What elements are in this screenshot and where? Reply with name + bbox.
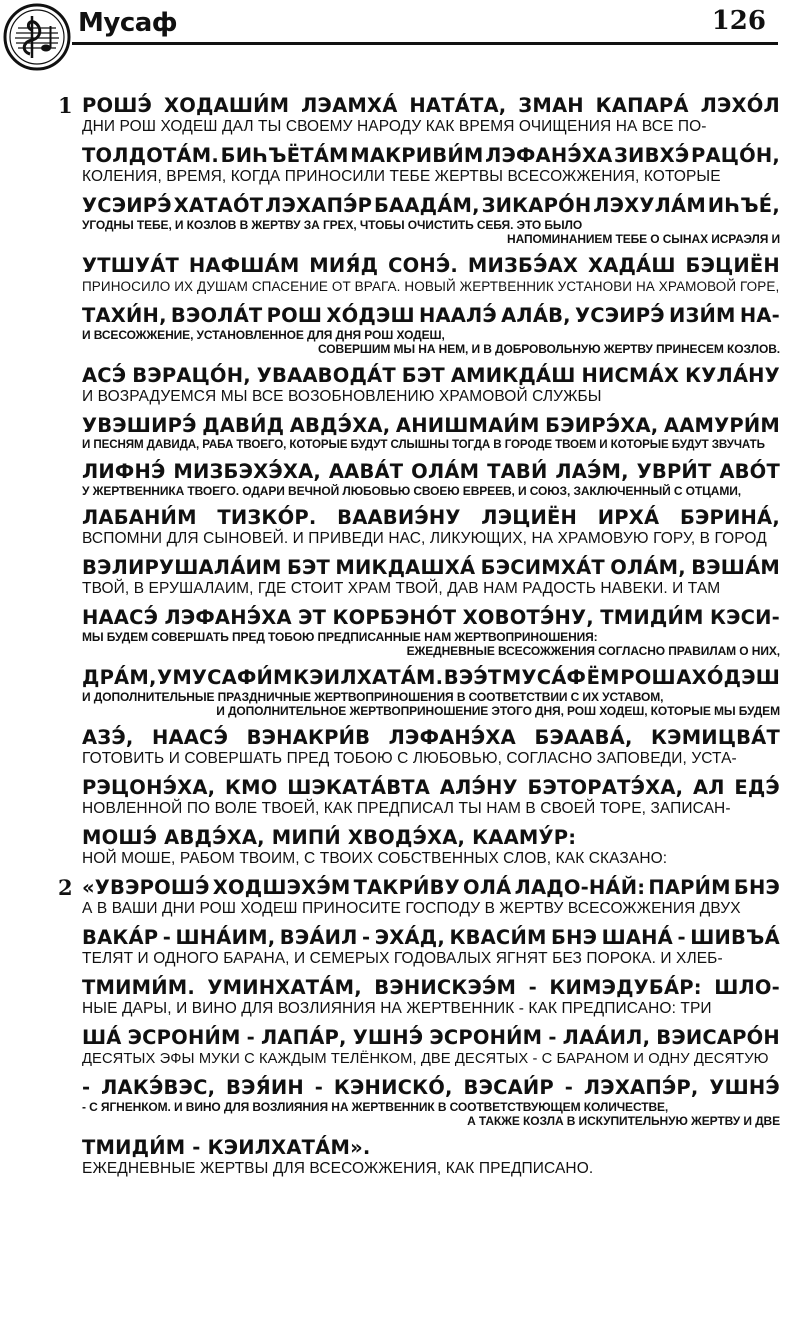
transliteration-word: ТАВИ́ [487,460,548,483]
transliteration-line [58,144,780,168]
transliteration-word: МИЯ́Д [309,254,379,277]
transliteration-word: КМО [224,776,278,799]
transliteration-word: ЭСРОНИ́М [429,1026,543,1049]
transliteration-word: ХО́ДЭШ [326,304,415,327]
verse-block [58,1026,780,1068]
transliteration-word: ИРХА́ [597,506,660,529]
transliteration-word: НААЛЭ́ [418,304,497,327]
translation-line: ТВОЙ, В ЕРУШАЛАИМ, ГДЕ СТОИТ ХРАМ ТВОЙ, ДАВ НАМ РАДОСТЬ НАВЕКИ. И ТАМ [82,580,721,597]
verse-block [58,144,780,186]
transliteration-word: ДРА́М, [82,666,157,689]
transliteration-word: РОШ [620,666,676,689]
transliteration-line [58,876,780,900]
translation-line: ВСПОМНИ ДЛЯ СЫНОВЕЙ. И ПРИВЕДИ НАС, ЛИКУЮЩИХ, НА ХРАМОВУЮ ГОРУ, В ГОРОД [82,530,767,547]
transliteration-line [58,1076,780,1100]
transliteration-word: ХАТАО́Т [173,194,264,217]
translation-line: А В ВАШИ ДНИ РОШ ХОДЕШ ПРИНОСИТЕ ГОСПОДУ В ЖЕРТВУ ВСЕСОЖЖЕНИЯ ДВУХ [82,900,741,917]
transliteration-line [58,826,780,850]
transliteration-word: ЛАКЭ́ВЭС, [101,1076,216,1099]
transliteration-word: ВЭА́ИЛ [279,926,358,949]
transliteration-word: ЛЭХАПЭ́Р [265,194,373,217]
verse-block [58,194,780,246]
transliteration-line [58,506,780,530]
music-note-emblem-icon [2,2,72,72]
transliteration-word: ВЭОЛА́Т [170,304,263,327]
transliteration-word: ЛАДО-НА́Й: [514,876,646,899]
transliteration-word: ВАКА́Р [82,926,159,949]
transliteration-word: ИЗИ́М [668,304,736,327]
verse-block [58,726,780,768]
transliteration-word: ВЭНИСКЭЭ́М [374,976,517,999]
transliteration-word: ЭХА́Д, [374,926,445,949]
transliteration-word: ШЛО- [714,976,780,999]
transliteration-word: - [548,1026,557,1049]
transliteration-word: ЭТ [298,606,327,629]
page-title: Мусаф [78,8,178,38]
transliteration-word: ХОДАШИ́М [163,94,290,117]
transliteration-word: ЛЭФАНЭ́ХА [164,606,292,629]
transliteration-word: ТАКРИ́ВУ [353,876,460,899]
verse-block [58,364,780,406]
transliteration-word: БЭТ [286,556,331,579]
transliteration-word: АВДЭ́ХА, [289,414,391,437]
verse-number: 1 [58,93,73,118]
transliteration-word: ШИВЪА́ [690,926,780,949]
transliteration-word: БЭИРЭ́ХА, [545,414,659,437]
verse-block [58,460,780,498]
translation-line: И ДОПОЛНИТЕЛЬНОЕ ЖЕРТВОПРИНОШЕНИЕ ЭТОГО ДНЯ, РОШ ХОДЕШ, КОТОРЫЕ МЫ БУДЕМ [216,704,780,718]
translation-line: ПРИНОСИЛО ИХ ДУШАМ СПАСЕНИЕ ОТ ВРАГА. НОВЫЙ ЖЕРТВЕННИК УСТАНОВИ НА ХРАМОВОЙ ГОРЕ, [82,279,780,294]
transliteration-word: КЭСИ- [709,606,780,629]
transliteration-line [58,254,780,278]
verse-block [58,94,780,136]
transliteration-word: РОШЭ́ [82,94,153,117]
transliteration-word: НААСЭ́ [82,606,159,629]
transliteration-word: АЛЭ́НУ [439,776,518,799]
transliteration-line [58,194,780,218]
transliteration-line [58,666,780,690]
transliteration-word: ЛЭЦИЁН [481,506,578,529]
transliteration-word: - [528,976,537,999]
transliteration-word: «УВЭРОШЭ́ [82,876,210,899]
transliteration-word: АНИШМАИ́М [395,414,540,437]
verse-block [58,666,780,718]
translation-line: И ВОЗРАДУЕМСЯ МЫ ВСЕ ВОЗОБНОВЛЕНИЮ ХРАМОВОЙ СЛУЖБЫ [82,388,602,405]
transliteration-line [58,926,780,950]
transliteration-word: УВРИ́Т [636,460,712,483]
transliteration-line [58,94,780,118]
transliteration-line [58,304,780,328]
transliteration-word: ЗМАН [518,94,584,117]
transliteration-word: УМИНХАТА́М, [207,976,362,999]
transliteration-word: ЕДЭ́ [734,776,780,799]
verse-block [58,926,780,968]
transliteration-word: УТШУА́Т [82,254,180,277]
transliteration-word: ЭСРОНИ́М [127,1026,241,1049]
translation-line: НЫЕ ДАРЫ, И ВИНО ДЛЯ ВОЗЛИЯНИЯ НА ЖЕРТВЕННИК - КАК ПРЕДПИСАНО: ТРИ [82,1000,712,1017]
transliteration-word: КИМЭДУБА́Р: [549,976,702,999]
transliteration-word: - [314,1076,324,1099]
transliteration-word: АМИКДА́Ш [450,364,576,387]
transliteration-word: НАТА́ТА, [409,94,507,117]
transliteration-word: ТМИДИ́М - КЭИЛХАТА́М». [82,1136,371,1159]
transliteration-word: ХАДА́Ш [587,254,676,277]
transliteration-word: ВЭНАКРИ́В [246,726,371,749]
transliteration-word: - [362,926,371,949]
transliteration-line [58,1136,780,1160]
transliteration-word: МАКРИВИ́М [350,144,484,167]
verse-block [58,606,780,658]
transliteration-word: УШНЭ́ [352,1026,424,1049]
transliteration-word: ТОЛДОТА́М. [82,144,220,167]
transliteration-word: ХОДШЭХЭ́М [212,876,351,899]
transliteration-word: НИСМА́Х [581,364,680,387]
translation-line: ЕЖЕДНЕВНЫЕ ВСЕСОЖЖЕНИЯ СОГЛАСНО ПРАВИЛАМ О НИХ, [406,644,780,658]
transliteration-word: КЭМИЦВА́Т [651,726,780,749]
transliteration-word: НААСЭ́ [151,726,229,749]
transliteration-word: - [564,1076,574,1099]
transliteration-word: АЗЭ́, [82,726,134,749]
transliteration-word: АЛА́В, [501,304,571,327]
transliteration-word: ЛЭАМХА́ [301,94,398,117]
transliteration-word: ТМИМИ́М. [82,976,195,999]
transliteration-word: ВЭЛИРУШАЛА́ИМ [82,556,282,579]
translation-line: НАПОМИНАНИЕМ ТЕБЕ О СЫНАХ ИСРАЭЛЯ И [507,232,780,246]
page-header [0,0,800,80]
transliteration-word: БИҺЪЁТА́М [220,144,349,167]
transliteration-word: НА- [739,304,780,327]
transliteration-word: ДАВИ́Д [202,414,285,437]
transliteration-word: КЭНИСКО́, [333,1076,453,1099]
translation-line: - С ЯГНЕНКОМ. И ВИНО ДЛЯ ВОЗЛИЯНИЯ НА ЖЕРТВЕННИК В СООТВЕТСТВУЮЩЕМ КОЛИЧЕСТВЕ, [82,1100,669,1114]
transliteration-word: УСЭИРЭ́ [574,304,665,327]
transliteration-word: ША́ [82,1026,122,1049]
transliteration-word: ШАНА́ [601,926,673,949]
transliteration-word: ОЛА́М [411,460,480,483]
transliteration-word: ПАРИ́М [648,876,731,899]
transliteration-line [58,976,780,1000]
verse-block [58,1076,780,1128]
transliteration-word: ЛЭХАПЭ́Р, [583,1076,699,1099]
transliteration-word: БААДА́М, [373,194,480,217]
transliteration-word: БЭААВА́, [534,726,633,749]
translation-line: НОВЛЕННОЙ ПО ВОЛЕ ТВОЕЙ, КАК ПРЕДПИСАЛ ТЫ НАМ В СВОЕЙ ТОРЕ, ЗАПИСАН- [82,800,731,817]
verse-block [58,826,780,868]
translation-line: СОВЕРШИМ МЫ НА НЕМ, И В ДОБРОВОЛЬНУЮ ЖЕРТВУ ПРИНЕСЕМ КОЗЛОВ. [318,342,780,356]
translation-line: ДЕСЯТЫХ ЭФЫ МУКИ С КАЖДЫМ ТЕЛЁНКОМ, ДВЕ ДЕСЯТЫХ - С БАРАНОМ И ОДНУ ДЕСЯТУЮ [82,1051,769,1067]
transliteration-word: ТМИДИ́М [600,606,704,629]
transliteration-word: КАПАРА́ [595,94,689,117]
translation-line: И ВСЕСОЖЖЕНИЕ, УСТАНОВЛЕННОЕ ДЛЯ ДНЯ РОШ ХОДЕШ, [82,328,445,342]
translation-line: ДНИ РОШ ХОДЕШ ДАЛ ТЫ СВОЕМУ НАРОДУ КАК ВРЕМЯ ОЧИЩЕНИЯ НА ВСЕ ПО- [82,118,707,135]
transliteration-line [58,606,780,630]
transliteration-word: КОРБЭНО́Т [332,606,457,629]
verse-block [58,304,780,356]
transliteration-word: ЛЭХУЛА́М [593,194,706,217]
transliteration-word: СОНЭ́. [388,254,458,277]
transliteration-word: ВЭЯ́ИН [226,1076,304,1099]
transliteration-word: ЗИКАРО́Н [481,194,592,217]
transliteration-word: ЛАЭ́М, [555,460,629,483]
transliteration-word: ВЭСАИ́Р [463,1076,554,1099]
translation-line: МЫ БУДЕМ СОВЕРШАТЬ ПРЕД ТОБОЮ ПРЕДПИСАННЫЕ НАМ ЖЕРТВОПРИНОШЕНИЯ: [82,630,598,644]
transliteration-word: АХО́ДЭШ [676,666,780,689]
transliteration-word: ЛАБАНИ́М [82,506,197,529]
transliteration-word: ОЛА́М, [610,556,686,579]
transliteration-word: МУСА́Ф [501,666,587,689]
transliteration-word: МИЗБЭХЭ́ХА, [173,460,321,483]
transliteration-word: ВЭША́М [691,556,780,579]
transliteration-word: - [677,926,686,949]
transliteration-line [58,414,780,438]
verse-block [58,1136,780,1178]
transliteration-word: РАЦО́Н, [691,144,780,167]
transliteration-word: РЭЦОНЭ́ХА, [82,776,216,799]
translation-line: ЕЖЕДНЕВНЫЕ ЖЕРТВЫ ДЛЯ ВСЕСОЖЖЕНИЯ, КАК ПРЕДПИСАНО. [82,1160,594,1177]
transliteration-word: ЗИВХЭ́ [614,144,690,167]
transliteration-word: РОШ [266,304,323,327]
transliteration-word: ХОВОТЭ́НУ, [462,606,594,629]
translation-line: И ПЕСНЯМ ДАВИДА, РАБА ТВОЕГО, КОТОРЫЕ БУДУТ СЛЫШНЫ ТОГДА В ГОРОДЕ ТВОЕМ И КОТОРЫЕ БУДУТ ЗВУЧАТЬ [82,438,765,451]
transliteration-word: ЛАА́ИЛ, [562,1026,651,1049]
transliteration-word: ТАХИ́Н, [82,304,167,327]
transliteration-word: ЛЭФАНЭ́ХА [388,726,516,749]
page-number: 126 [711,6,766,36]
transliteration-word: КВАСИ́М [449,926,547,949]
transliteration-word: ИҺЪЕ́, [707,194,780,217]
transliteration-word: БЭСИМХА́Т [480,556,605,579]
transliteration-word: УШНЭ́ [709,1076,780,1099]
transliteration-word: ВААВИЭ́НУ [337,506,461,529]
transliteration-word: БЭРИНА́, [679,506,780,529]
verse-block [58,254,780,296]
transliteration-line [58,364,780,388]
transliteration-word: - [246,1026,255,1049]
translation-line: У ЖЕРТВЕННИКА ТВОЕГО. ОДАРИ ВЕЧНОЙ ЛЮБОВЬЮ СВОЕЮ ЕВРЕЕВ, И СОЮЗ, ЗАКЛЮЧЕННЫЙ С ОТЦАМИ, [82,484,742,498]
transliteration-word: НАФША́М [188,254,300,277]
verse-block [58,976,780,1018]
verse-block [58,876,780,918]
transliteration-line [58,460,780,484]
translation-line: ГОТОВИТЬ И СОВЕРШАТЬ ПРЕД ТОБОЮ С ЛЮБОВЬЮ, СОГЛАСНО ЗАПОВЕДИ, УСТА- [82,750,737,767]
translation-line: КОЛЕНИЯ, ВРЕМЯ, КОГДА ПРИНОСИЛИ ТЕБЕ ЖЕРТВЫ ВСЕСОЖЖЕНИЯ, КОТОРЫЕ [82,168,721,185]
verse-block [58,556,780,598]
transliteration-word: БЭЦИЁН [685,254,780,277]
verse-block [58,414,780,452]
verse-block [58,776,780,818]
transliteration-word: МИЗБЭ́АХ [467,254,579,277]
transliteration-word: ВЭЭ́Т [443,666,502,689]
transliteration-word: АСЭ́ [82,364,127,387]
header-rule [72,42,778,45]
transliteration-word: ВЭРАЦО́Н, [132,364,251,387]
transliteration-word: УВЭШИРЭ́ [82,414,197,437]
transliteration-word: ААМУРИ́М [663,414,780,437]
transliteration-word: ААВА́Т [328,460,404,483]
transliteration-word: БНЭ [551,926,598,949]
transliteration-word: ЛАПА́Р, [261,1026,347,1049]
transliteration-word: КУЛА́НУ [685,364,780,387]
transliteration-word: ШНА́ИМ, [175,926,276,949]
transliteration-word: - [82,1076,91,1099]
transliteration-word: МИКДАШХА́ [335,556,476,579]
transliteration-line [58,1026,780,1050]
transliteration-word: АВО́Т [719,460,780,483]
transliteration-word: УМУСАФИ́М [157,666,293,689]
translation-line: А ТАКЖЕ КОЗЛА В ИСКУПИТЕЛЬНУЮ ЖЕРТВУ И ДВЕ [467,1114,780,1128]
translation-line: УГОДНЫ ТЕБЕ, И КОЗЛОВ В ЖЕРТВУ ЗА ГРЕХ, ЧТОБЫ ОЧИСТИТЬ СЕБЯ. ЭТО БЫЛО [82,218,583,232]
transliteration-word: ЛЭФАНЭ́ХА [485,144,613,167]
verse-number: 2 [58,875,73,900]
translation-line: ТЕЛЯТ И ОДНОГО БАРАНА, И СЕМЕРЫХ ГОДОВАЛЫХ ЯГНЯТ БЕЗ ПОРОКА. И ХЛЕБ- [82,950,723,967]
transliteration-line [58,726,780,750]
transliteration-word: БЭТ [401,364,445,387]
transliteration-word: ЁМ [586,666,620,689]
transliteration-word: БЭТОРАТЭ́ХА, [527,776,684,799]
transliteration-word: - [162,926,172,949]
transliteration-word: УСЭИРЭ́ [82,194,172,217]
translation-line: НОЙ МОШЕ, РАБОМ ТВОИМ, С ТВОИХ СОБСТВЕННЫХ СЛОВ, КАК СКАЗАНО: [82,850,668,867]
transliteration-word: ШЭКАТА́ВТА [287,776,431,799]
transliteration-word: МОШЭ́ АВДЭ́ХА, МИПИ́ ХВОДЭ́ХА, КААМУ́Р: [82,826,577,849]
transliteration-line [58,556,780,580]
transliteration-word: КЭИЛХАТА́М. [293,666,444,689]
prayer-text [58,94,780,1186]
transliteration-word: ТИЗКО́Р. [217,506,317,529]
transliteration-line [58,776,780,800]
verse-block [58,506,780,548]
transliteration-word: ВЭИСАРО́Н [656,1026,780,1049]
translation-line: И ДОПОЛНИТЕЛЬНЫЕ ПРАЗДНИЧНЫЕ ЖЕРТВОПРИНОШЕНИЯ В СООТВЕТСТВИИ С ИХ УСТАВОМ, [82,690,664,704]
transliteration-word: УВААВОДА́Т [256,364,396,387]
transliteration-word: ЛИФНЭ́ [82,460,166,483]
transliteration-word: АЛ [692,776,725,799]
transliteration-word: ЛЭХО́Л [700,94,780,117]
transliteration-word: ОЛА́ [463,876,512,899]
transliteration-word: БНЭ [733,876,780,899]
